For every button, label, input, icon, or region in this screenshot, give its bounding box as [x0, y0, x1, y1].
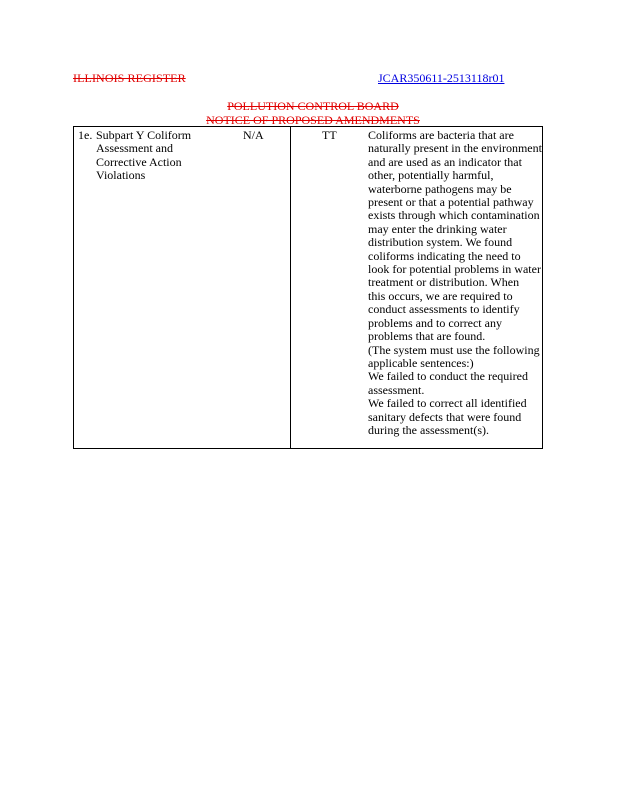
violation-name-line: Corrective Action — [96, 154, 182, 169]
violation-name — [96, 129, 216, 183]
mcl-value: N/A — [243, 128, 264, 142]
row-number: 1e. — [78, 128, 93, 142]
board-title: POLLUTION CONTROL BOARD — [227, 99, 399, 113]
explanation-line: present or that a potential pathway — [368, 195, 534, 210]
violation-name-line: Subpart Y Coliform — [96, 128, 192, 142]
column-divider — [290, 127, 291, 448]
explanation-line: look for potential problems in water — [368, 262, 541, 277]
explanation-line: naturally present in the environment — [368, 141, 542, 156]
explanation-line: Coliforms are bacteria that are — [368, 128, 514, 142]
explanation-line: We failed to conduct the required — [368, 369, 528, 384]
explanation-line: this occurs, we are required to — [368, 288, 513, 303]
explanation-line: conduct assessments to identify — [368, 302, 520, 317]
notice-title: NOTICE OF PROPOSED AMENDMENTS — [206, 113, 420, 127]
explanation-line: treatment or distribution. When — [368, 275, 520, 290]
explanation-line: waterborne pathogens may be — [368, 181, 512, 196]
explanation-line: distribution system. We found — [368, 235, 513, 250]
explanation-line: (The system must use the following — [368, 342, 540, 357]
explanation-line: problems and to correct any — [368, 315, 502, 330]
explanation-line: coliforms indicating the need to — [368, 248, 521, 263]
explanation-line: applicable sentences:) — [368, 355, 474, 370]
violation-name-line: Assessment and — [96, 141, 173, 156]
violations-table — [73, 126, 543, 449]
explanation-line: and are used as an indicator that — [368, 154, 522, 169]
jcar-reference: JCAR350611-2513118r01 — [378, 71, 505, 85]
health-effects-explanation — [368, 129, 568, 437]
treatment-technique: TT — [322, 128, 337, 142]
register-header: ILLINOIS REGISTER — [73, 71, 186, 85]
explanation-line: assessment. — [368, 382, 425, 397]
violation-name-line: Violations — [96, 168, 146, 183]
explanation-line: We failed to correct all identified — [368, 396, 527, 411]
explanation-line: exists through which contamination — [368, 208, 540, 223]
explanation-line: during the assessment(s). — [368, 422, 489, 437]
explanation-line: may enter the drinking water — [368, 221, 507, 236]
explanation-line: problems that are found. — [368, 329, 486, 344]
explanation-line: sanitary defects that were found — [368, 409, 522, 424]
explanation-line: other, potentially harmful, — [368, 168, 494, 183]
